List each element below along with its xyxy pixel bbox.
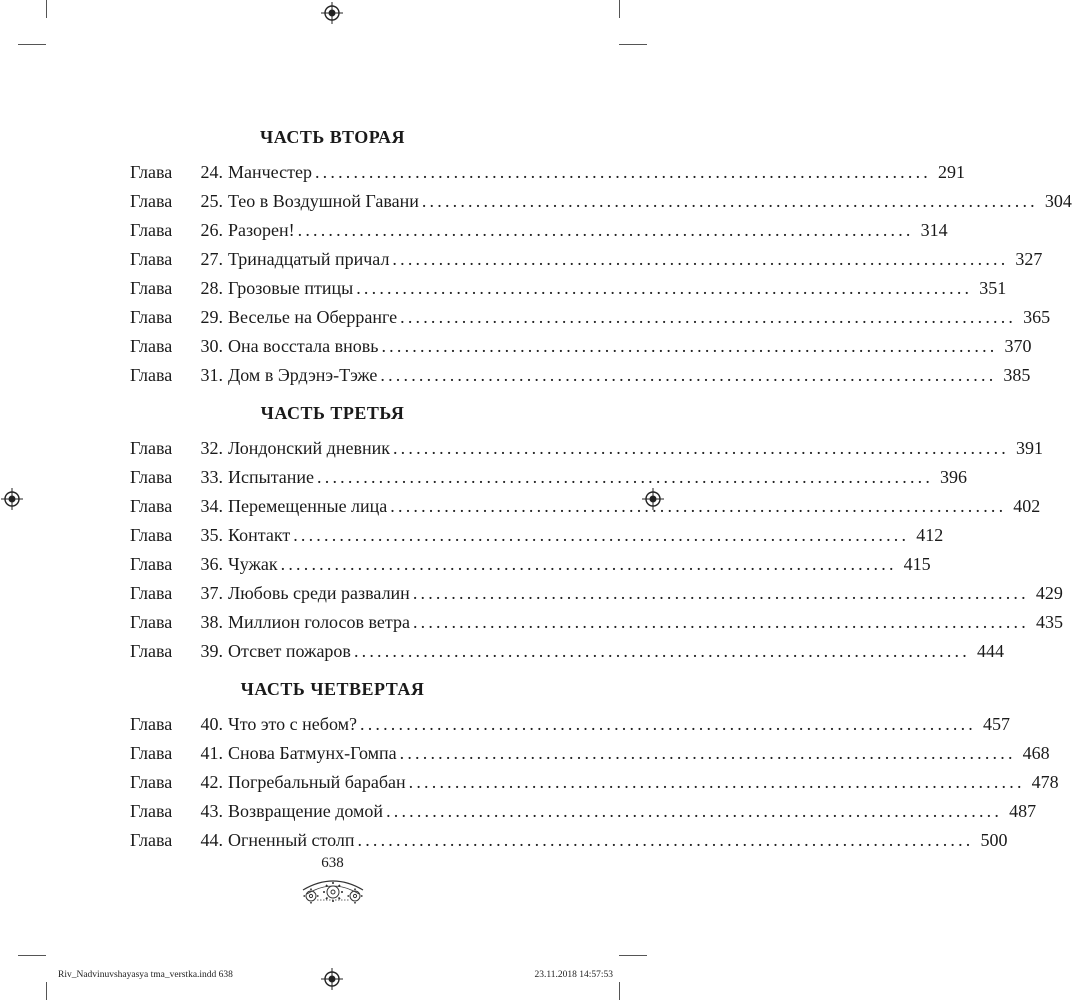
chapter-number: 33.	[200, 467, 223, 487]
dot-leader: ................................................................................	[408, 772, 1025, 792]
chapter-label: Глава	[130, 612, 173, 632]
toc-entry[interactable]	[130, 637, 1004, 666]
chapter-label: Глава	[130, 496, 173, 516]
chapter-number: 42.	[200, 772, 223, 792]
chapter-title: Перемещенные лица	[228, 496, 388, 516]
crop-mark	[619, 955, 647, 956]
part-title: ЧАСТЬ ЧЕТВЕРТАЯ	[240, 679, 425, 699]
dot-leader: ................................................................................	[392, 438, 1009, 458]
chapter-number: 39.	[200, 641, 223, 661]
page-number: 478	[1031, 772, 1059, 792]
crop-mark	[619, 982, 620, 1000]
toc-entry[interactable]	[130, 332, 1032, 361]
crop-mark	[18, 44, 46, 45]
toc-entry[interactable]	[130, 492, 1041, 521]
chapter-label: Глава	[130, 554, 173, 574]
chapter-title: Манчестер	[228, 162, 312, 182]
chapter-label: Глава	[130, 336, 173, 356]
chapter-label: Глава	[130, 772, 173, 792]
chapter-number: 29.	[200, 307, 223, 327]
chapter-number: 27.	[200, 249, 223, 269]
chapter-label: Глава	[130, 438, 173, 458]
chapter-label: Глава	[130, 307, 173, 327]
registration-mark-icon	[1, 488, 23, 510]
toc-entry[interactable]	[130, 158, 965, 187]
slug-filename: Riv_Nadvinuvshayasya tma_verstka.indd 638	[58, 970, 233, 980]
chapter-title: Грозовые птицы	[228, 278, 354, 298]
chapter-label: Глава	[130, 583, 173, 603]
chapter-number: 32.	[200, 438, 223, 458]
chapter-number: 26.	[200, 220, 223, 240]
page-number: 457	[983, 714, 1010, 734]
chapter-label: Глава	[130, 162, 173, 182]
page-number: 444	[976, 641, 1004, 661]
dot-leader: ................................................................................	[356, 278, 973, 298]
toc-entry[interactable]	[130, 463, 968, 492]
chapter-label: Глава	[130, 365, 173, 385]
chapter-title: Она восстала вновь	[228, 336, 379, 356]
chapter-number: 44.	[200, 830, 223, 850]
crop-mark	[18, 955, 46, 956]
chapter-title: Что это с небом?	[228, 714, 357, 734]
chapter-number: 35.	[200, 525, 223, 545]
dot-leader: ................................................................................	[386, 801, 1003, 821]
chapter-number: 40.	[200, 714, 223, 734]
page-number: 396	[940, 467, 968, 487]
chapter-number: 37.	[200, 583, 223, 603]
page-number: 314	[920, 220, 948, 240]
chapter-title: Любовь среди развалин	[228, 583, 410, 603]
chapter-label: Глава	[130, 249, 173, 269]
page-number: 435	[1035, 612, 1063, 632]
toc-entry[interactable]	[130, 521, 944, 550]
chapter-label: Глава	[130, 830, 173, 850]
dot-leader: ................................................................................	[381, 336, 998, 356]
page-number: 402	[1013, 496, 1041, 516]
chapter-label: Глава	[130, 743, 173, 763]
dot-leader: ................................................................................	[293, 525, 910, 545]
toc-list	[130, 158, 1072, 390]
toc-entry[interactable]	[130, 826, 1008, 855]
toc-entry[interactable]	[130, 361, 1031, 390]
chapter-title: Огненный столп	[228, 830, 355, 850]
gear-ornament-icon	[297, 870, 369, 906]
chapter-number: 28.	[200, 278, 223, 298]
chapter-title: Тео в Воздушной Гавани	[228, 191, 419, 211]
folio-page-number: 638	[321, 855, 344, 871]
chapter-number: 38.	[200, 612, 223, 632]
registration-mark-icon	[321, 968, 343, 990]
toc-entry[interactable]	[130, 245, 1043, 274]
chapter-title: Лондонский дневник	[228, 438, 390, 458]
chapter-title: Погребальный барабан	[228, 772, 406, 792]
chapter-number: 36.	[200, 554, 223, 574]
dot-leader: ................................................................................	[412, 583, 1029, 603]
chapter-label: Глава	[130, 641, 173, 661]
page-number: 487	[1009, 801, 1037, 821]
chapter-title: Тринадцатый причал	[228, 249, 390, 269]
toc-entry[interactable]	[130, 710, 1010, 739]
chapter-number: 31.	[200, 365, 223, 385]
part-title: ЧАСТЬ ВТОРАЯ	[260, 127, 405, 147]
toc-entry[interactable]	[130, 739, 1050, 768]
toc-entry[interactable]	[130, 579, 1063, 608]
dot-leader: ................................................................................	[412, 612, 1029, 632]
dot-leader: ................................................................................	[390, 496, 1007, 516]
crop-mark	[619, 44, 647, 45]
toc-entry[interactable]	[130, 434, 1043, 463]
toc-entry[interactable]	[130, 608, 1063, 637]
page-number: 370	[1004, 336, 1032, 356]
page-number: 365	[1023, 307, 1051, 327]
chapter-label: Глава	[130, 801, 173, 821]
page-number: 351	[979, 278, 1007, 298]
chapter-number: 30.	[200, 336, 223, 356]
page-number: 468	[1022, 743, 1050, 763]
chapter-label: Глава	[130, 191, 173, 211]
toc-entry[interactable]	[130, 797, 1037, 826]
chapter-title: Испытание	[228, 467, 315, 487]
toc-entry[interactable]	[130, 274, 1007, 303]
chapter-number: 43.	[200, 801, 223, 821]
chapter-number: 41.	[200, 743, 223, 763]
chapter-number: 25.	[200, 191, 223, 211]
chapter-label: Глава	[130, 467, 173, 487]
toc-list	[130, 710, 1059, 855]
toc-entry[interactable]	[130, 550, 931, 579]
toc-entry[interactable]	[130, 768, 1059, 797]
dot-leader: ................................................................................	[297, 220, 914, 240]
chapter-label: Глава	[130, 220, 173, 240]
dot-leader: ................................................................................	[317, 467, 934, 487]
toc-entry[interactable]	[130, 216, 948, 245]
dot-leader: ................................................................................	[357, 830, 974, 850]
chapter-title: Разорен!	[228, 220, 295, 240]
page-number: 500	[980, 830, 1008, 850]
chapter-title: Контакт	[228, 525, 291, 545]
dot-leader: ................................................................................	[353, 641, 970, 661]
chapter-label: Глава	[130, 525, 173, 545]
part-title: ЧАСТЬ ТРЕТЬЯ	[260, 403, 405, 423]
toc-entry[interactable]	[130, 187, 1072, 216]
dot-leader: ................................................................................	[421, 191, 1038, 211]
registration-mark-icon	[321, 2, 343, 24]
crop-mark	[619, 0, 620, 18]
page-number: 327	[1015, 249, 1043, 269]
chapter-title: Миллион голосов ветра	[228, 612, 410, 632]
chapter-title: Чужак	[228, 554, 278, 574]
toc-entry[interactable]	[130, 303, 1051, 332]
page-number: 391	[1015, 438, 1043, 458]
dot-leader: ................................................................................	[380, 365, 997, 385]
chapter-label: Глава	[130, 714, 173, 734]
page-number: 304	[1044, 191, 1072, 211]
chapter-title: Возвращение домой	[228, 801, 384, 821]
page-number: 385	[1003, 365, 1031, 385]
chapter-title: Снова Батмунх-Гомпа	[228, 743, 397, 763]
crop-mark	[46, 0, 47, 18]
chapter-title: Отсвет пожаров	[228, 641, 351, 661]
chapter-title: Дом в Эрдэнэ-Тэже	[228, 365, 378, 385]
page-number: 429	[1035, 583, 1063, 603]
dot-leader: ................................................................................	[314, 162, 931, 182]
crop-mark	[46, 982, 47, 1000]
chapter-number: 34.	[200, 496, 223, 516]
dot-leader: ................................................................................	[360, 714, 976, 734]
dot-leader: ................................................................................	[399, 743, 1016, 763]
slug-datetime: 23.11.2018 14:57:53	[534, 970, 613, 980]
page-number: 412	[916, 525, 944, 545]
chapter-title: Веселье на Оберранге	[228, 307, 398, 327]
chapter-number: 24.	[200, 162, 223, 182]
page-number: 415	[903, 554, 931, 574]
dot-leader: ................................................................................	[280, 554, 897, 574]
dot-leader: ................................................................................	[392, 249, 1009, 269]
toc-list	[130, 434, 1063, 666]
dot-leader: ................................................................................	[400, 307, 1017, 327]
chapter-label: Глава	[130, 278, 173, 298]
page-number: 291	[937, 162, 965, 182]
